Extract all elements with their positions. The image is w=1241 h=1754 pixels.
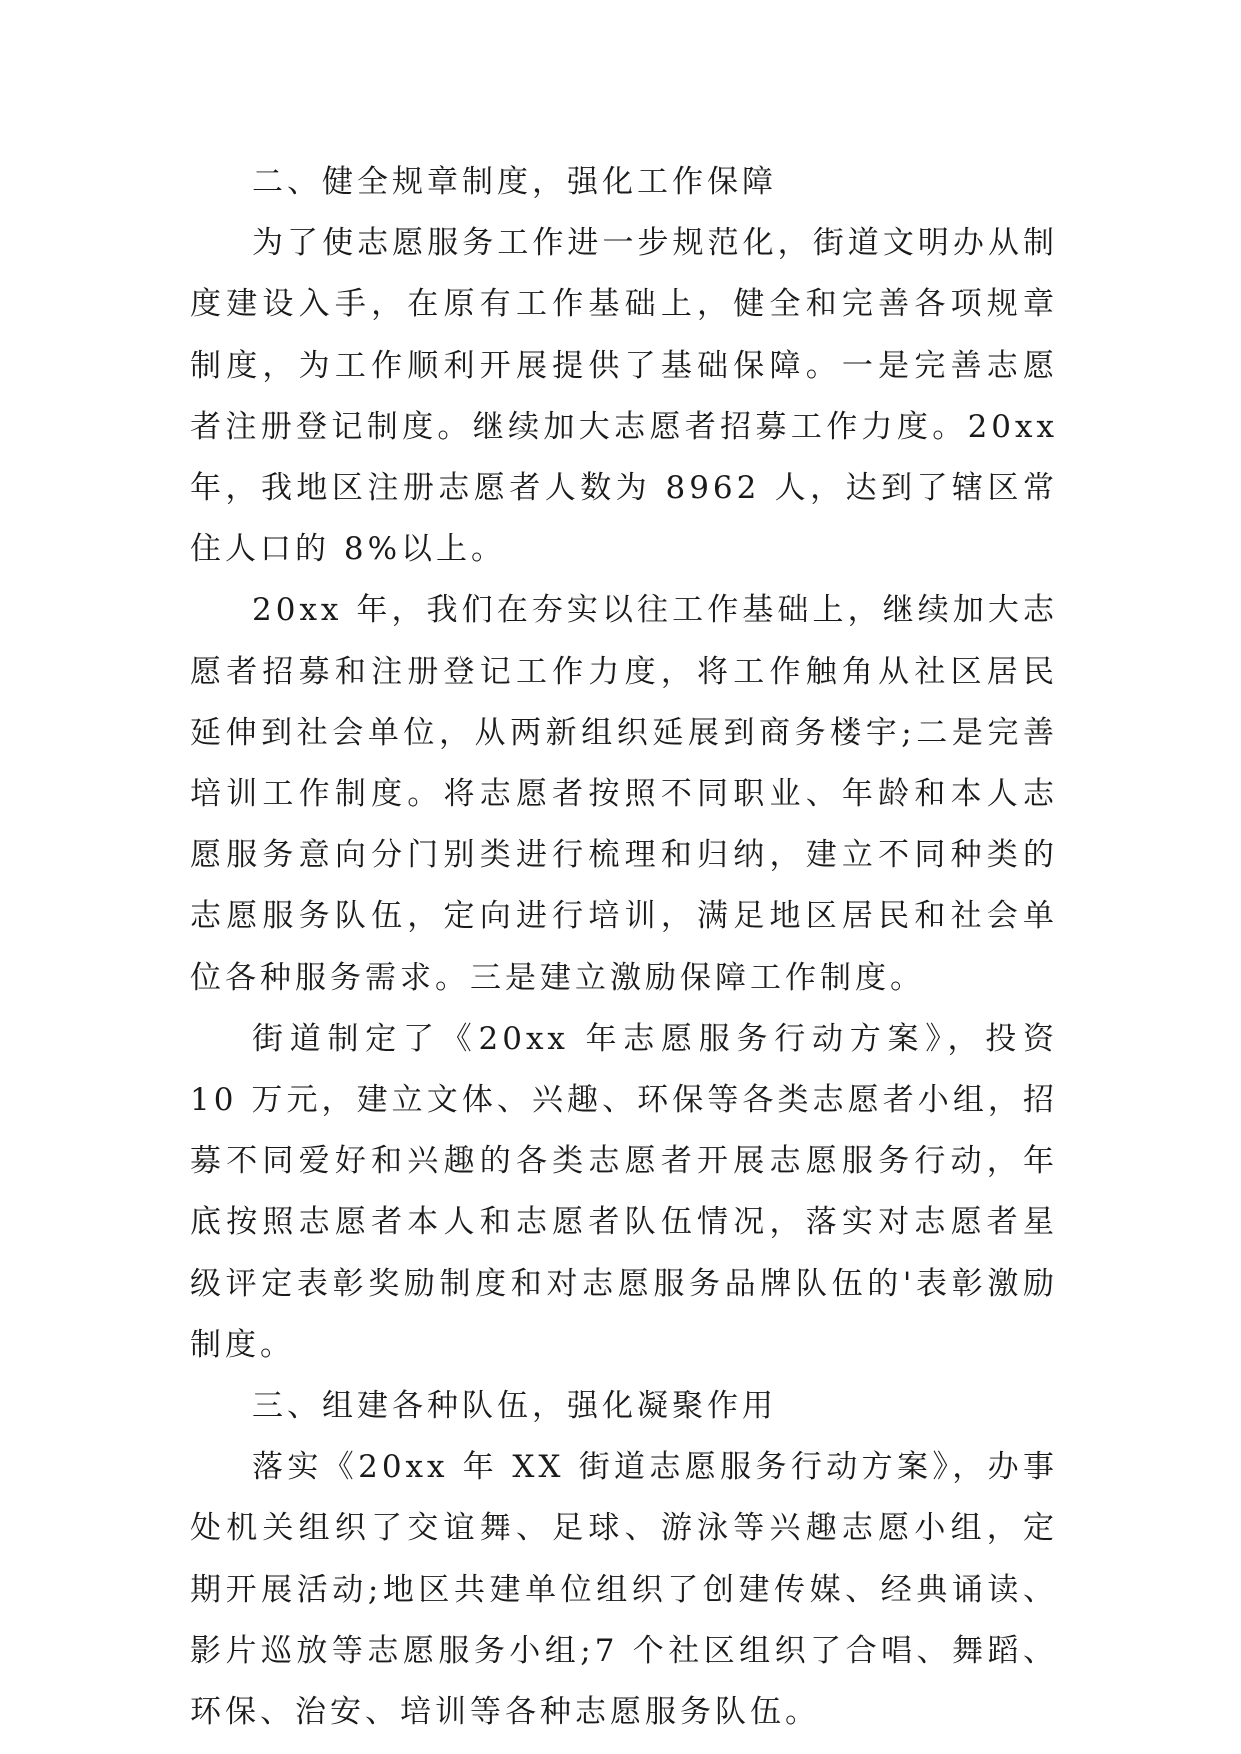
paragraph-4: 落实《20xx 年 XX 街道志愿服务行动方案》，办事处机关组织了交谊舞、足球、游泳等兴趣志愿小组，定期开展活动;地区共建单位组织了创建传媒、经典诵读、影片巡放等志愿服务小组;7 个社区组织了合唱、舞蹈、环保、治安、培训等各种志愿服务队伍。 — [190, 1449, 1058, 1731]
section-heading-3: 三、组建各种队伍，强化凝聚作用 — [252, 1388, 777, 1425]
section-heading-2: 二、健全规章制度，强化工作保障 — [252, 164, 777, 200]
paragraph-3: 街道制定了《20xx 年志愿服务行动方案》，投资 10 万元，建立文体、兴趣、环保等各类志愿者小组，招募不同爱好和兴趣的各类志愿者开展志愿服务行动，年底按照志愿者本人和志愿者队伍情况，落实对志愿者星级评定表彰奖励制度和对志愿服务品牌队伍的'表彰激励制度。 — [190, 1020, 1058, 1363]
document-body — [190, 152, 1058, 1743]
paragraph-2: 20xx 年，我们在夯实以往工作基础上，继续加大志愿者招募和注册登记工作力度，将工作触角从社区居民延伸到社会单位，从两新组织延展到商务楼宇;二是完善培训工作制度。将志愿者按照不同职业、年龄和本人志愿服务意向分门别类进行梳理和归纳，建立不同种类的志愿服务队伍，定向进行培训，满足地区居民和社会单位各种服务需求。三是建立激励保障工作制度。 — [190, 592, 1058, 996]
paragraph-1: 为了使志愿服务工作进一步规范化，街道文明办从制度建设入手，在原有工作基础上，健全和完善各项规章制度，为工作顺利开展提供了基础保障。一是完善志愿者注册登记制度。继续加大志愿者招募工作力度。20xx 年，我地区注册志愿者人数为 8962 人，达到了辖区常住人口的 8%以上。 — [190, 225, 1058, 568]
